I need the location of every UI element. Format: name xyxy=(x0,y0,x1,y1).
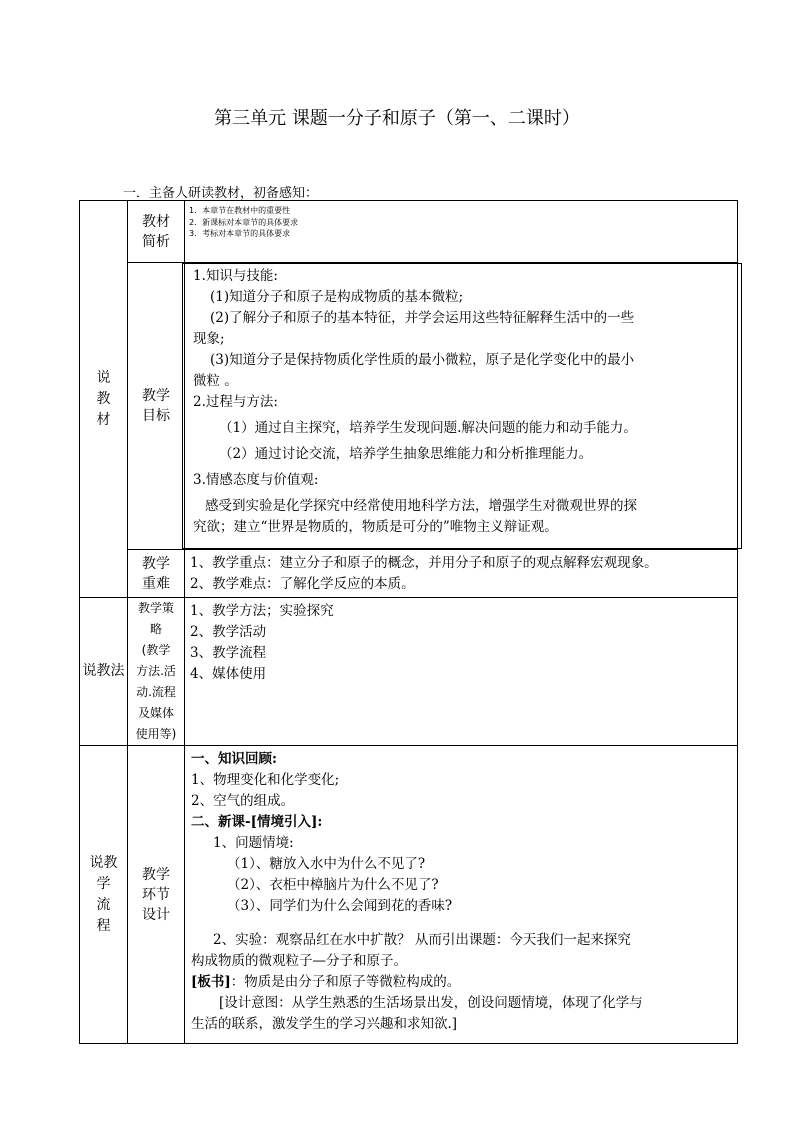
review-title: 一、知识回顾: xyxy=(191,751,277,767)
flow-label: 说教 学 流 程 xyxy=(80,746,128,1044)
goal-line: （2）通过讨论交流，培养学生抽象思维能力和分析推理能力。 xyxy=(219,446,593,462)
flow-line: 2、空气的组成。 xyxy=(191,793,295,809)
analysis-content xyxy=(185,201,738,263)
analysis-label: 教材 简析 xyxy=(128,201,185,263)
new-lesson-title: 二、新课-[情境引入]: xyxy=(191,814,323,830)
flow-line: [设计意图：从学生熟悉的生活场景出发，创设问题情境，体现了化学与 xyxy=(219,995,643,1011)
list-item: 1．本章节在教材中的重要性 xyxy=(189,206,291,215)
flow-line: （2）、衣柜中樟脑片为什么不见了? xyxy=(227,877,439,893)
flow-line: 1、物理变化和化学变化; xyxy=(191,772,340,788)
section-heading: 一．主备人研读教材，初备感知： xyxy=(123,186,319,201)
table-row xyxy=(80,201,738,263)
list-item: 3．考标对本章节的具体要求 xyxy=(189,229,291,238)
flow-line: （3）、同学们为什么会闻到花的香味? xyxy=(227,898,453,914)
flow-line: （1）、糖放入水中为什么不见了? xyxy=(227,856,426,872)
flow-line: 构成物质的微观粒子—分子和原子。 xyxy=(191,953,407,969)
goal-line: 究欲；建立“世界是物质的，物质是可分的”唯物主义辩证观。 xyxy=(193,519,558,535)
flow-line: 生活的联系，激发学生的学习兴趣和求知欲.] xyxy=(191,1016,458,1032)
board-line xyxy=(191,972,731,993)
goals-heading-knowledge: 1.知识与技能: xyxy=(193,268,278,284)
goals-heading-emotion: 3.情感态度与价值观: xyxy=(193,472,319,488)
goal-line: 现象; xyxy=(193,331,225,347)
goals-heading-process: 2.过程与方法: xyxy=(193,394,278,410)
goal-line: 感受到实验是化学探究中经常使用地科学方法，增强学生对微观世界的探 xyxy=(205,498,637,514)
difficulty-content xyxy=(185,550,738,598)
goal-line: 微粒 。 xyxy=(193,373,238,389)
flow-line: 1、问题情境: xyxy=(213,835,294,851)
table-row xyxy=(80,746,738,1044)
goals-text-frame xyxy=(182,263,742,549)
teach-material-label: 说 教 材 xyxy=(80,201,128,598)
flow-line: 2、实验：观察品红在水中扩散？ 从而引出课题：今天我们一起来探究 xyxy=(213,932,631,948)
page-title: 第三单元 课题一分子和原子（第一、二课时） xyxy=(214,108,580,129)
board-text: ：物质是由分子和原子等微粒构成的。 xyxy=(230,974,461,990)
board-label: [板书] xyxy=(191,974,231,990)
table-row xyxy=(80,550,738,598)
flow-sublabel: 教学 环节 设计 xyxy=(128,746,185,1044)
method-label: 说教法 xyxy=(80,598,128,746)
list-item: 1、教学方法；实验探究 xyxy=(190,603,334,619)
difficulty-line: 2、教学难点：了解化学反应的本质。 xyxy=(190,576,415,592)
list-item: 2．新课标对本章节的具体要求 xyxy=(189,217,299,227)
table-row xyxy=(80,598,738,746)
flow-content xyxy=(185,746,738,1044)
goal-line: (3)知道分子是保持物质化学性质的最小微粒，原子是化学变化中的最小 xyxy=(210,352,635,368)
list-item: 2、教学活动 xyxy=(190,624,267,640)
difficulty-label: 教学 重难 xyxy=(128,550,185,598)
goal-line: （1）通过自主探究，培养学生发现问题.解决问题的能力和动手能力。 xyxy=(219,420,637,436)
method-content xyxy=(185,598,738,746)
list-item: 3、教学流程 xyxy=(190,645,267,661)
goals-label: 教学 目标 xyxy=(128,263,185,550)
goal-line: (1)知道分子和原子是构成物质的基本微粒; xyxy=(210,289,464,305)
difficulty-line: 1、教学重点：建立分子和原子的概念，并用分子和原子的观点解释宏观现象。 xyxy=(190,555,658,571)
method-sublabel: 教学策 略 (教学 方法.活 动.流程 及媒体 使用等) xyxy=(128,598,185,746)
list-item: 4、媒体使用 xyxy=(190,666,267,682)
goal-line: (2)了解分子和原子的基本特征，并学会运用这些特征解释生活中的一些 xyxy=(210,310,635,326)
